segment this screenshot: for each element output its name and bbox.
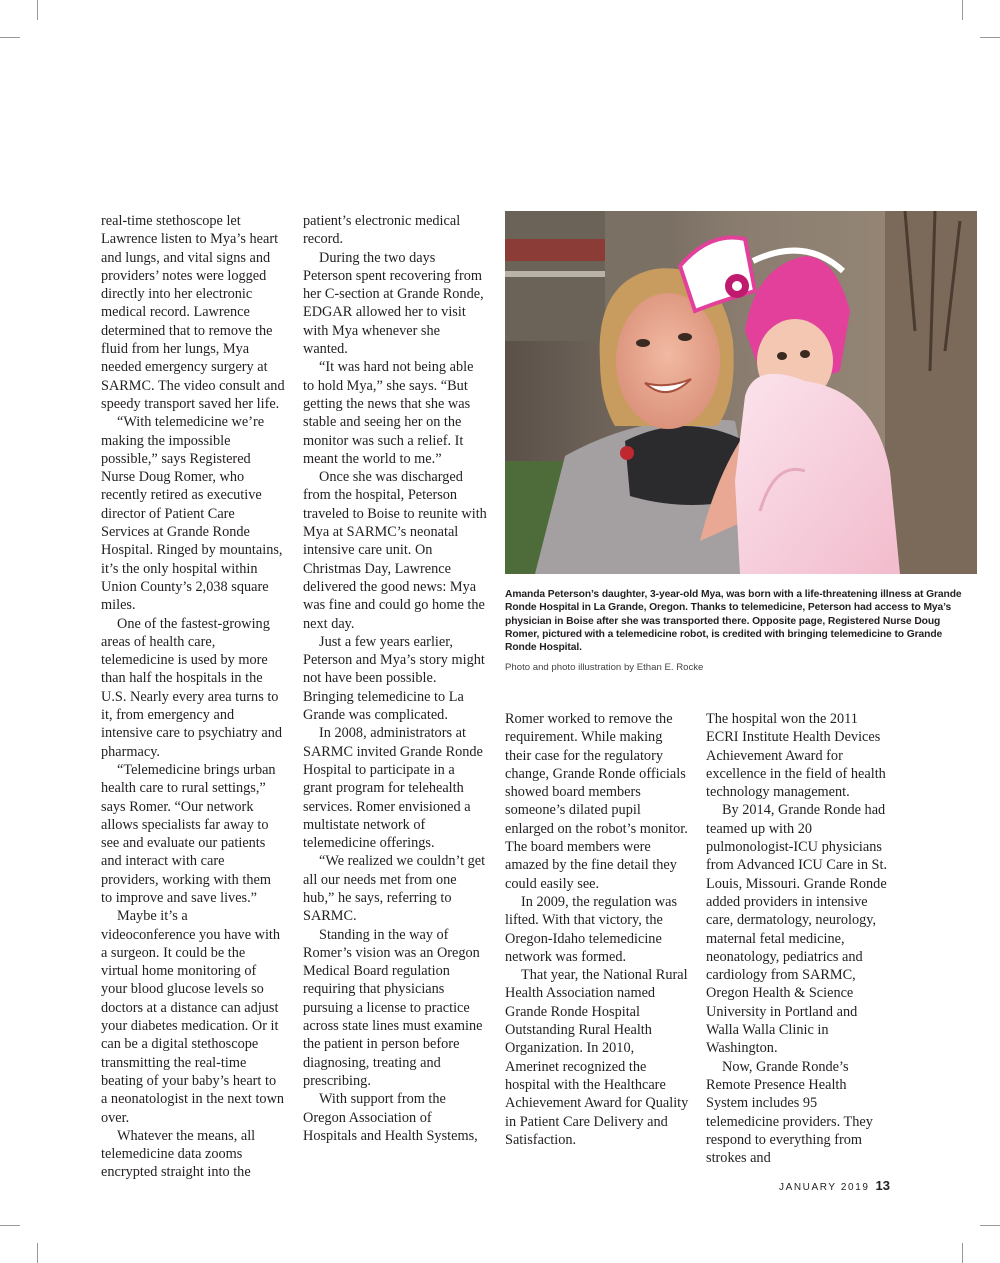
paragraph: One of the fastest-growing areas of health care, telemedicine is used by more than half the hospitals in the U.S. Nearly every area turns to it, from emergency and intensive care to psychiatry and pharmacy. xyxy=(101,615,283,760)
text-column-3 xyxy=(505,710,689,1149)
photo-credit: Photo and photo illustration by Ethan E. Rocke xyxy=(505,662,704,673)
paragraph: “It was hard not being able to hold Mya,” she says. “But getting the news that she was stable and seeing her on the monitor was such a relief. It meant the world to me.” xyxy=(303,359,474,467)
text-column-2 xyxy=(303,212,487,1145)
paragraph: The hospital won the 2011 ECRI Institute Health Devices Achievement Award for excellence in the field of health technology management. xyxy=(706,711,886,801)
mother-daughter-photo xyxy=(505,211,977,574)
paragraph: With support from the Oregon Association of Hospitals and Health Systems, xyxy=(303,1091,478,1144)
crop-mark xyxy=(980,37,1000,38)
crop-mark xyxy=(962,0,963,20)
text-column-1 xyxy=(101,212,285,1182)
paragraph: Standing in the way of Romer’s vision was an Oregon Medical Board regulation requiring that physicians pursuing a license to practice across state lines must examine the patient in person before diagnosing, treating and prescribing. xyxy=(303,926,483,1089)
paragraph: Romer worked to remove the requirement. While making their case for the regulatory change, Grande Ronde officials showed board members someone’s dilated pupil enlarged on the robot’s monitor. The board members were amazed by the fine detail they could easily see. xyxy=(505,711,688,892)
paragraph: real-time stethoscope let Lawrence listen to Mya’s heart and lungs, and vital signs and providers’ notes were logged directly into her electronic medical record. Lawrence determined that to remove the fluid from her lungs, Mya needed emergency surgery at SARMC. The video consult and speedy transport saved her life. xyxy=(101,213,285,412)
crop-mark xyxy=(0,1225,20,1226)
paragraph: During the two days Peterson spent recovering from her C-section at Grande Ronde, EDGAR allowed her to visit with Mya whenever she wanted. xyxy=(303,249,484,358)
paragraph: “With telemedicine we’re making the impossible possible,” says Registered Nurse Doug Romer, who recently retired as executive director of Patient Care Services at Grande Ronde Hospital. Ringed by mountains, it’s the only hospital within Union County’s 2,038 square miles. xyxy=(101,414,283,614)
paragraph: That year, the National Rural Health Association named Grande Ronde Hospital Outstanding Rural Health Organization. In 2010, Amerinet recognized the hospital with the Healthcare Achievement Award for Quality in Patient Care Delivery and Satisfaction. xyxy=(505,967,689,1148)
page-folio xyxy=(760,1177,890,1195)
paragraph: Whatever the means, all telemedicine data zooms encrypted straight into the xyxy=(101,1127,256,1181)
paragraph: By 2014, Grande Ronde had teamed up with 20 pulmonologist-ICU physicians from Advanced ICU Care in St. Louis, Missouri. Grande Ronde added providers in intensive care, dermatology, neurology, maternal fetal medicine, neonatology, pediatrics and cardiology from SARMC, Oregon Health & Science University in Portland and Walla Walla Clinic in Washington. xyxy=(706,802,888,1057)
crop-mark xyxy=(962,1243,963,1263)
paragraph: In 2009, the regulation was lifted. With that victory, the Oregon-Idaho telemedicine network was formed. xyxy=(505,893,678,965)
paragraph: Just a few years earlier, Peterson and Mya’s story might not have been possible. Bringing telemedicine to La Grande was complicated. xyxy=(303,633,485,724)
page-number: 13 xyxy=(875,1178,890,1193)
paragraph: Now, Grande Ronde’s Remote Presence Health System includes 95 telemedicine providers. They respond to everything from strokes and xyxy=(706,1058,873,1167)
paragraph: In 2008, administrators at SARMC invited Grande Ronde Hospital to participate in a grant program for telehealth services. Romer envisioned a multistate network of telemedicine offerings. xyxy=(303,725,483,852)
photo-caption: Amanda Peterson’s daughter, 3-year-old Mya, was born with a life-threatening illness at Grande Ronde Hospital in La Grande, Oregon. Thanks to telemedicine, Peterson had access to Mya’s physician in Boise after she was transported there. Opposite page, Registered Nurse Doug Romer, pictured with a telemedicine robot, is credited with bringing telemedicine to Grande Ronde Hospital. xyxy=(505,589,962,654)
paragraph: “We realized we couldn’t get all our needs met from one hub,” he says, referring to SARMC. xyxy=(303,853,486,925)
issue-date: JANUARY 2019 xyxy=(778,1182,870,1193)
crop-mark xyxy=(0,37,20,38)
crop-mark xyxy=(37,1243,38,1263)
paragraph: patient’s electronic medical record. xyxy=(303,213,461,248)
crop-mark xyxy=(980,1225,1000,1226)
paragraph: “Telemedicine brings urban health care to rural settings,” says Romer. “Our network allows specialists far away to see and evaluate our patients and interact with care providers, working with them to improve and save lives.” xyxy=(101,761,276,906)
text-column-4 xyxy=(706,710,890,1167)
paragraph: Maybe it’s a videoconference you have with a surgeon. It could be the virtual home monitoring of your blood glucose levels so doctors at a distance can adjust your diabetes medication. Or it can be a digital stethoscope transmitting the real-time beating of your baby’s heart to a neonatologist in the next town over. xyxy=(101,908,285,1126)
paragraph: Once she was discharged from the hospital, Peterson traveled to Boise to reunite with Mya at SARMC’s neonatal intensive care unit. On Christmas Day, Lawrence delivered the good news: Mya was fine and could go home the next day. xyxy=(303,469,487,632)
photo-illustration xyxy=(505,211,977,574)
crop-mark xyxy=(37,0,38,20)
